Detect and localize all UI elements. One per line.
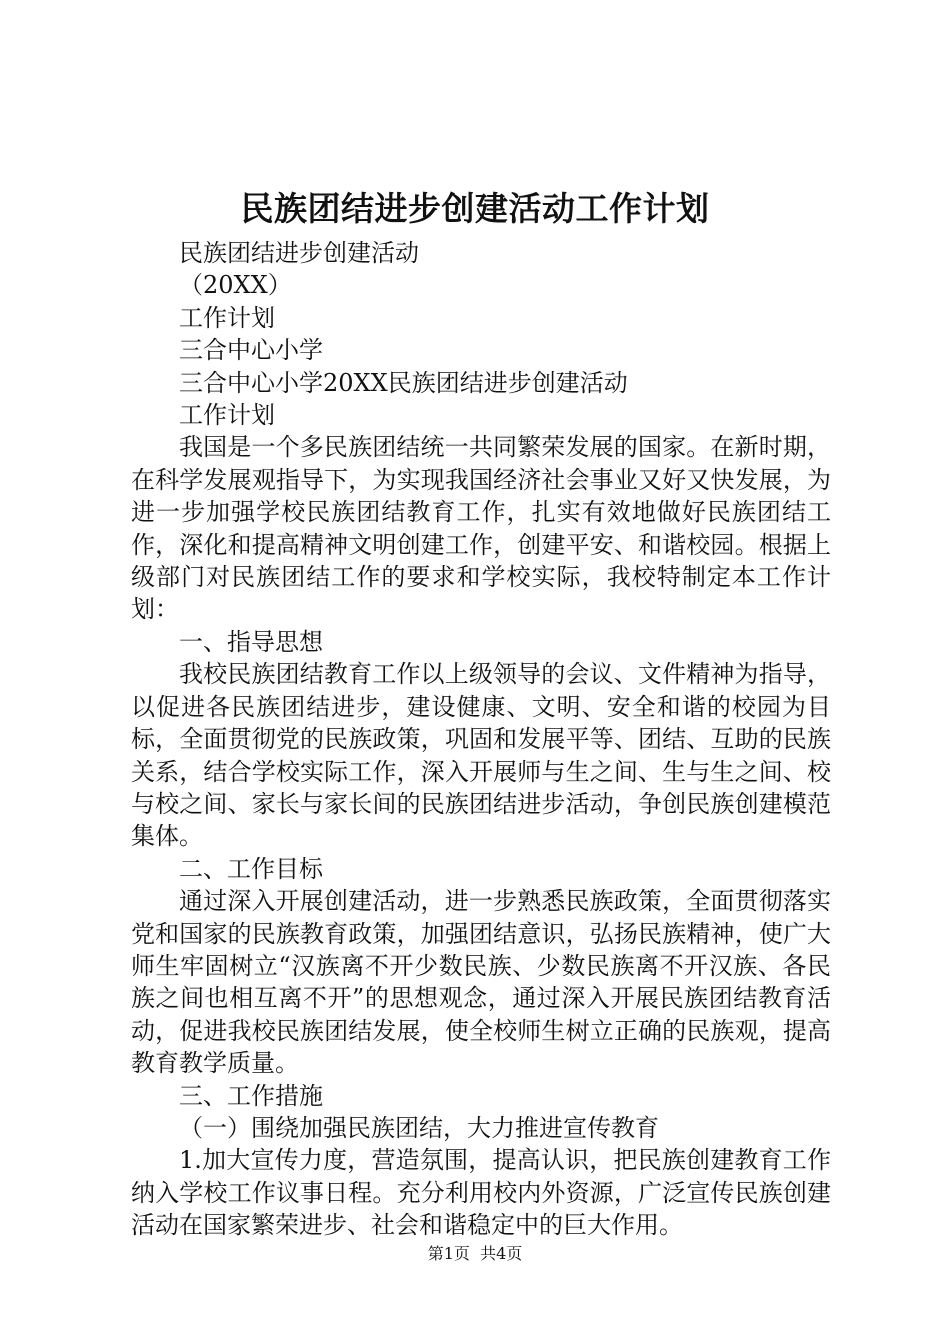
page-footer [0, 1243, 950, 1265]
paragraph-work-plan-label-2: 工作计划 [179, 401, 275, 430]
paragraph-work-goals: 通过深入开展创建活动，进一步熟悉民族政策，全面贯彻落实党和国家的民族教育政策，加强团结意识，弘扬民族精神，使广大师生牢固树立“汉族离不开少数民族、少数民族离不开汉族、各民族之间也相互离不开”的思想观念，通过深入开展民族团结教育活动，促进我校民族团结发展，使全校师生树立正确的民族观，提高教育教学质量。 [131, 887, 831, 1078]
document-body [131, 237, 831, 1242]
subsection-heading-publicity: （一）围绕加强民族团结，大力推进宣传教育 [179, 1113, 659, 1142]
paragraph-work-plan-label: 工作计划 [179, 303, 275, 332]
paragraph-intro: 我国是一个多民族团结统一共同繁荣发展的国家。在新时期，在科学发展观指导下，为实现我国经济社会事业又好又快发展，为进一步加强学校民族团结教育工作，扎实有效地做好民族团结工作，深化和提高精神文明创建工作，创建平安、和谐校园。根据上级部门对民族团结工作的要求和学校实际，我校特制定本工作计划： [131, 433, 831, 624]
page-total: 共4页 [480, 1244, 523, 1263]
paragraph-activity-name: 民族团结进步创建活动 [179, 239, 419, 267]
paragraph-guiding-thought: 我校民族团结教育工作以上级领导的会议、文件精神为指导，以促进各民族团结进步，建设健康、文明、安全和谐的校园为目标，全面贯彻党的民族政策，巩固和发展平等、团结、互助的民族关系，结合学校实际工作，深入开展师与生之间、生与生之间、校与校之间、家长与家长间的民族团结进步活动，争创民族创建模范集体。 [131, 660, 831, 851]
section-heading-work-measures: 三、工作措施 [179, 1081, 323, 1110]
section-heading-guiding-thought: 一、指导思想 [179, 627, 323, 656]
paragraph-subtitle: 三合中心小学20XX民族团结进步创建活动 [179, 368, 628, 397]
page-number: 第1页 [427, 1244, 470, 1263]
paragraph-year: （20XX） [179, 271, 292, 300]
paragraph-measure-1: 1.加大宣传力度，营造氛围，提高认识，把民族创建教育工作纳入学校工作议事日程。充分利用校内外资源，广泛宣传民族创建活动在国家繁荣进步、社会和谐稳定中的巨大作用。 [131, 1146, 831, 1240]
document-title: 民族团结进步创建活动工作计划 [240, 189, 710, 228]
paragraph-school-name: 三合中心小学 [179, 336, 323, 365]
section-heading-work-goals: 二、工作目标 [179, 854, 323, 883]
